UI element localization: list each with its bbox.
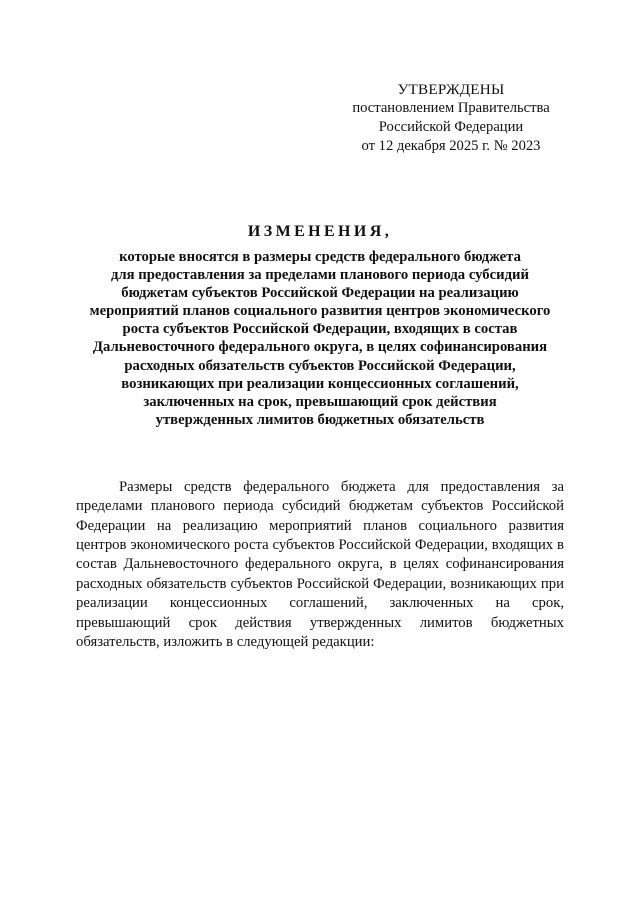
body-paragraph: Размеры средств федерального бюджета для предоставления за пределами планового периода субсидий бюджетам субъектов Российской Федерации на реализацию мероприятий планов социального развития центров экономического роста субъектов Российской Федерации, входящих в состав Дальневосточного федерального округа, в целях софинансирования расходных обязательств субъектов Российской Федерации, возникающих при реализации концессионных соглашений, заключенных на срок, превышающий срок действия утвержденных лимитов бюджетных обязательств, изложить в следующей редакции: [76, 478, 564, 650]
subheading-line: роста субъектов Российской Федерации, входящих в состав [122, 321, 518, 338]
document-heading: ИЗМЕНЕНИЯ, [247, 223, 393, 240]
subheading-line: для предоставления за пределами планового периода субсидий [111, 267, 529, 284]
subheading-line: бюджетам субъектов Российской Федерации на реализацию [121, 285, 519, 302]
approval-block [340, 80, 562, 156]
subheading-line: которые вносятся в размеры средств федерального бюджета [119, 249, 521, 265]
subheading-line: расходных обязательств субъектов Российской Федерации, [124, 357, 516, 374]
subheading-line: заключенных на срок, превышающий срок действия [143, 393, 497, 410]
subheading-line: утвержденных лимитов бюджетных обязательств [155, 411, 485, 428]
approval-line-1: постановлением Правительства [352, 100, 550, 116]
subheading-line: мероприятий планов социального развития центров экономического [89, 303, 551, 320]
subheading-line: возникающих при реализации концессионных соглашений, [121, 375, 519, 392]
document-subheading [55, 248, 585, 429]
approval-stamp: УТВЕРЖДЕНЫ [397, 81, 505, 98]
subheading-line: Дальневосточного федерального округа, в целях софинансирования [92, 339, 548, 356]
approval-line-3: от 12 декабря 2025 г. № 2023 [361, 138, 541, 154]
approval-line-2: Российской Федерации [378, 119, 524, 135]
